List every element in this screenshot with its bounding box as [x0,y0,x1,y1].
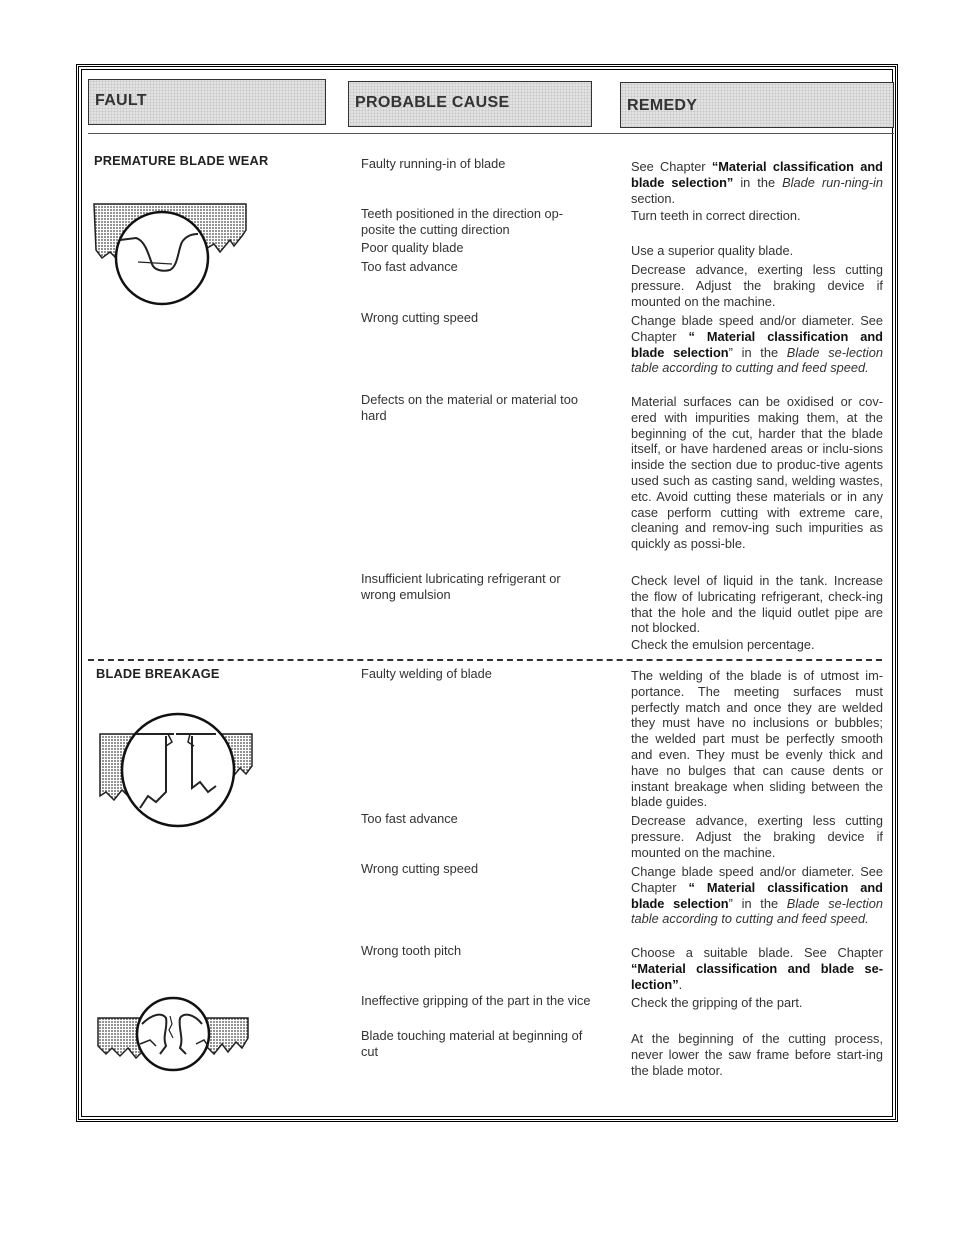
cause-text: Too fast advance [361,811,458,826]
fault-blade-breakage: BLADE BREAKAGE [96,666,220,681]
header-remedy: REMEDY [620,82,894,128]
cause-text: Faulty running-in of blade [361,156,506,171]
remedy-text: Change blade speed and/or diameter. See Chapter “ Material classification and blade selection” in the Blade se-lection table according to cutting and feed speed. [631,864,883,927]
remedy-text: Use a superior quality blade. [631,243,794,258]
cause-text: Faulty welding of blade [361,666,492,681]
remedy-text: Decrease advance, exerting less cutting pressure. Adjust the braking device if mounted on the machine. [631,813,883,860]
remedy-text: Choose a suitable blade. See Chapter “Material classification and blade se-lection”. [631,945,883,992]
broken-weld-blade-icon [96,712,256,832]
cause-text: Wrong cutting speed [361,310,479,325]
section-divider [88,659,882,661]
fault-premature-blade-wear: PREMATURE BLADE WEAR [94,153,269,168]
remedy-text: Check the emulsion percentage. [631,637,815,652]
header-rule [88,133,894,134]
remedy-text: At the beginning of the cutting process, never lower the saw frame before start-ing the blade motor. [631,1031,883,1078]
cause-text: Poor quality blade [361,240,464,255]
remedy-text: Material surfaces can be oxidised or cov-ered with impurities making them, at the beginning of the cut, harder that the blade itself, or have hardened areas or inclu-sions inside the section due to produc-tive agents used such as casting sand, welding wastes, etc. Avoid cutting these materials or in any case perform cutting with extreme care, cleaning and remov-ing such impurities as quickly as possi-ble. [631,394,883,552]
fractured-blade-tooth-icon [96,994,252,1074]
header-fault: FAULT [88,79,326,125]
worn-blade-tooth-icon [92,200,252,310]
remedy-text: Check the gripping of the part. [631,995,803,1010]
cause-text: Wrong cutting speed [361,861,479,876]
cause-text: Too fast advance [361,259,458,274]
remedy-text: Decrease advance, exerting less cutting pressure. Adjust the braking device if mounted on the machine. [631,262,883,309]
cause-text: Ineffective gripping of the part in the vice [361,993,591,1008]
remedy-text: Check level of liquid in the tank. Increase the flow of lubricating refrigerant, check-ing that the hole and the liquid outlet pipe are not blocked. [631,573,883,636]
remedy-text: See Chapter “Material classification and blade selection” in the Blade run-ning-in section. [631,159,884,206]
remedy-text: Change blade speed and/or diameter. See Chapter “ Material classification and blade selection” in the Blade se-lection table according to cutting and feed speed. [631,313,883,376]
remedy-text: Turn teeth in correct direction. [631,208,801,223]
cause-text: Blade touching material at beginning of cut [361,1028,583,1059]
cause-text: Defects on the material or material too hard [361,392,578,423]
remedy-text: The welding of the blade is of utmost im-portance. The meeting surfaces must perfectly match and once they are welded they must have no inclusions or bubbles; the welded part must be perfectly smooth and even. They must be evenly thick and have no bulges that can cause dents or instant breakage when sliding between the blade guides. [631,668,883,810]
cause-text: Wrong tooth pitch [361,943,462,958]
header-probable-cause: PROBABLE CAUSE [348,81,592,127]
cause-text: Teeth positioned in the direction op-posite the cutting direction [361,206,564,237]
cause-text: Insufficient lubricating refrigerant or wrong emulsion [361,571,561,602]
